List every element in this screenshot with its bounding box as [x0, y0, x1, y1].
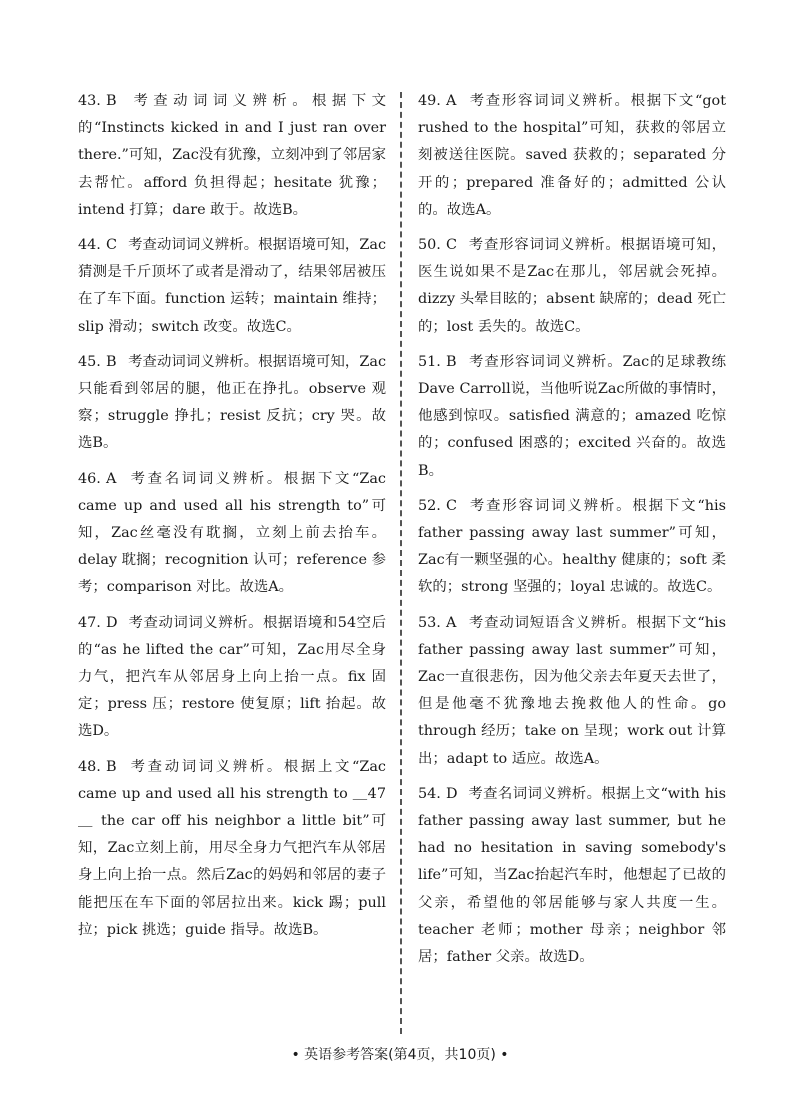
item-explanation: 考查形容词词义辨析。根据下文“got rushed to the hospital”可知，获救的邻居立刻被送往医院。saved 获救的；separated 分开的；prepared 准备好的；admitted 公认的。故选A。: [418, 93, 726, 218]
item-number: 46.: [78, 470, 101, 487]
item-explanation: 考查名词词义辨析。根据上文“with his father passing away last summer, but he had no hesitation in saving somebody's life”可知，当Zac抬起汽车时，他想起了已故的父亲，希望他的邻居能够与家人共度一生。teacher 老师；mother 母亲；neighbor 邻居；father 父亲。故选D。: [418, 785, 726, 966]
item-answer: A: [446, 93, 457, 109]
answer-item-53: [418, 610, 726, 773]
item-explanation: 考查形容词词义辨析。根据语境可知，医生说如果不是Zac在那儿，邻居就会死掉。dizzy 头晕目眩的；absent 缺席的；dead 死亡的；lost 丢失的。故选C。: [418, 237, 726, 335]
answer-item-54: [418, 781, 726, 971]
item-answer: C: [106, 237, 118, 254]
page-footer: • 英语参考答案(第4页，共10页) •: [291, 1047, 509, 1063]
item-answer: C: [446, 237, 458, 254]
item-explanation: 考查动词短语含义辨析。根据下文“his father passing away last summer”可知，Zac一直很悲伤，因为他父亲去年夏天去世了，但是他毫不犹豫地去挽救他人的性命。go through 经历；take on 呈现；work out 计算出；adapt to 适应。故选A。: [418, 614, 726, 767]
item-answer: A: [446, 614, 457, 631]
item-number: 54.: [418, 785, 441, 802]
item-number: 49.: [418, 93, 441, 109]
answer-item-52: [418, 493, 726, 602]
item-explanation: 考查形容词词义辨析。Zac的足球教练Dave Carroll说，当他听说Zac所做的事情时，他感到惊叹。satisfied 满意的；amazed 吃惊的；confused 困惑的；excited 兴奋的。故选B。: [418, 353, 726, 479]
answer-item-44: [78, 232, 386, 341]
item-number: 51.: [418, 353, 441, 370]
item-answer: B: [106, 353, 117, 370]
item-explanation: 考查动词词义辨析。根据上文“Zac came up and used all his strength to ＿47＿ the car off his neighbor a little bit”可知，Zac立刻上前，用尽全身力气把汽车从邻居身上向上抬一点。然后Zac的妈妈和邻居的妻子能把压在车下面的邻居拉出来。kick 踢；pull 拉；pick 挑选；guide 指导。故选B。: [78, 758, 386, 938]
item-explanation: 考查形容词词义辨析。根据下文“his father passing away last summer”可知，Zac有一颗坚强的心。healthy 健康的；soft 柔软的；strong 坚强的；loyal 忠诚的。故选C。: [418, 497, 726, 596]
item-number: 43.: [78, 93, 101, 109]
answer-item-47: [78, 610, 386, 746]
item-answer: B: [106, 758, 117, 775]
item-number: 45.: [78, 353, 101, 370]
answer-item-45: [78, 349, 386, 458]
answer-item-46: [78, 466, 386, 602]
item-number: 48.: [78, 758, 101, 775]
item-number: 52.: [418, 497, 441, 514]
item-explanation: 考查名词词义辨析。根据下文“Zac came up and used all his strength to”可知，Zac丝毫没有耽搁，立刻上前去抬车。delay 耽搁；recognition 认可；reference 参考；comparison 对比。故选A。: [78, 470, 386, 596]
answer-item-49: [418, 88, 726, 224]
answer-item-51: [418, 349, 726, 485]
item-explanation: 考查动词词义辨析。根据语境可知，Zac只能看到邻居的腿，他正在挣扎。observe 观察；struggle 挣扎；resist 反抗；cry 哭。故选B。: [78, 353, 386, 452]
item-number: 44.: [78, 237, 101, 254]
right-column: [418, 88, 726, 979]
item-answer: A: [106, 470, 117, 487]
item-number: 53.: [418, 614, 441, 631]
answer-item-48: [78, 754, 386, 944]
item-explanation: 考查动词词义辨析。根据下文的“Instincts kicked in and I just ran over there.”可知，Zac没有犹豫，立刻冲到了邻居家去帮忙。afford 负担得起；hesitate 犹豫；intend 打算；dare 敢于。故选B。: [78, 93, 386, 218]
item-answer: B: [106, 93, 117, 109]
item-answer: C: [446, 497, 458, 514]
item-answer: D: [446, 785, 458, 802]
left-column: [78, 88, 386, 952]
item-number: 47.: [78, 614, 101, 631]
item-answer: B: [446, 353, 457, 370]
item-number: 50.: [418, 237, 441, 254]
item-explanation: 考查动词词义辨析。根据语境和54空后的“as he lifted the car”可知，Zac用尽全身力气，把汽车从邻居身上向上抬一点。fix 固定；press 压；restore 使复原；lift 抬起。故选D。: [78, 614, 386, 740]
column-divider: [400, 92, 402, 1034]
item-answer: D: [106, 614, 118, 631]
answer-item-50: [418, 232, 726, 341]
answer-item-43: [78, 88, 386, 224]
item-explanation: 考查动词词义辨析。根据语境可知，Zac猜测是千斤顶坏了或者是滑动了，结果邻居被压在了车下面。function 运转；maintain 维持；slip 滑动；switch 改变。故选C。: [78, 237, 386, 335]
